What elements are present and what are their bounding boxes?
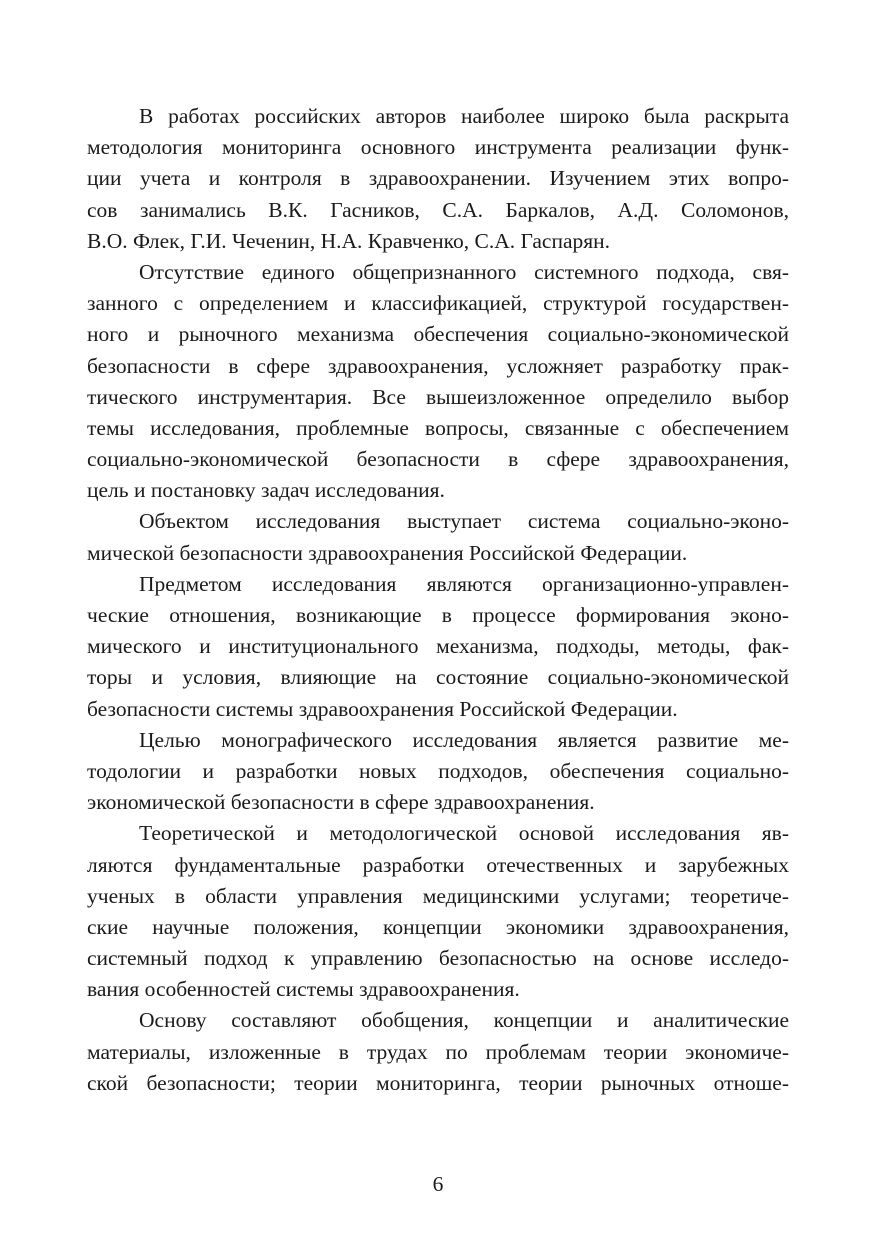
text-line: Теоретической и методологической основой исследования яв- xyxy=(139,821,789,846)
text-line: Основу составляют обобщения, концепции и аналитические xyxy=(139,1008,789,1033)
text-line: социально-экономической безопасности в сфере здравоохранения, xyxy=(87,447,789,472)
paragraph xyxy=(87,818,789,1005)
page-number: 6 xyxy=(432,1172,444,1196)
text-line: Отсутствие единого общепризнанного системного подхода, свя- xyxy=(139,259,789,284)
text-line: материалы, изложенные в трудах по проблемам теории экономиче- xyxy=(87,1039,789,1064)
text-line: ляются фундаментальные разработки отечественных и зарубежных xyxy=(87,852,789,877)
paragraph xyxy=(87,506,789,568)
paragraph xyxy=(87,1005,789,1099)
paragraph xyxy=(87,101,789,257)
text-line: вания особенностей системы здравоохранения. xyxy=(87,977,520,1002)
text-line: тодологии и разработки новых подходов, обеспечения социально- xyxy=(87,758,789,783)
text-line: В.О. Флек, Г.И. Чеченин, Н.А. Кравченко, С.А. Гаспарян. xyxy=(87,228,611,253)
paragraph xyxy=(87,257,789,507)
text-line: Объектом исследования выступает система социально-эконо- xyxy=(139,509,789,534)
text-line: безопасности системы здравоохранения Российской Федерации. xyxy=(87,696,678,721)
text-line: ские научные положения, концепции экономики здравоохранения, xyxy=(87,914,789,939)
text-line: безопасности в сфере здравоохранения, усложняет разработку прак- xyxy=(87,353,789,378)
text-line: ской безопасности; теории мониторинга, теории рыночных отноше- xyxy=(87,1070,789,1095)
text-line: торы и условия, влияющие на состояние социально-экономической xyxy=(87,665,789,690)
text-line: цель и постановку задач исследования. xyxy=(87,478,445,503)
text-line: мического и институционального механизма, подходы, методы, фак- xyxy=(87,634,789,659)
text-line: ного и рыночного механизма обеспечения социально-экономической xyxy=(87,322,789,347)
text-line: системный подход к управлению безопасностью на основе исследо- xyxy=(87,946,789,971)
body-text xyxy=(87,101,789,1099)
text-line: Целью монографического исследования является развитие ме- xyxy=(139,727,789,752)
text-line: методология мониторинга основного инструмента реализации функ- xyxy=(87,135,789,160)
text-line: темы исследования, проблемные вопросы, связанные с обеспечением xyxy=(87,415,789,440)
paragraph xyxy=(87,725,789,819)
text-line: мической безопасности здравоохранения Российской Федерации. xyxy=(87,540,688,565)
text-line: сов занимались В.К. Гасников, С.А. Баркалов, А.Д. Соломонов, xyxy=(87,197,789,222)
text-line: занного с определением и классификацией, структурой государствен- xyxy=(87,291,789,316)
text-line: тического инструментария. Все вышеизложенное определило выбор xyxy=(87,384,789,409)
text-line: ученых в области управления медицинскими услугами; теоретиче- xyxy=(87,883,789,908)
text-line: экономической безопасности в сфере здравоохранения. xyxy=(87,790,595,815)
text-line: ции учета и контроля в здравоохранении. Изучением этих вопро- xyxy=(87,166,789,191)
text-line: ческие отношения, возникающие в процессе формирования эконо- xyxy=(87,603,789,627)
text-line: В работах российских авторов наиболее широко была раскрыта xyxy=(139,104,789,128)
text-line: Предметом исследования являются организационно-управлен- xyxy=(139,571,789,596)
paragraph xyxy=(87,569,789,725)
